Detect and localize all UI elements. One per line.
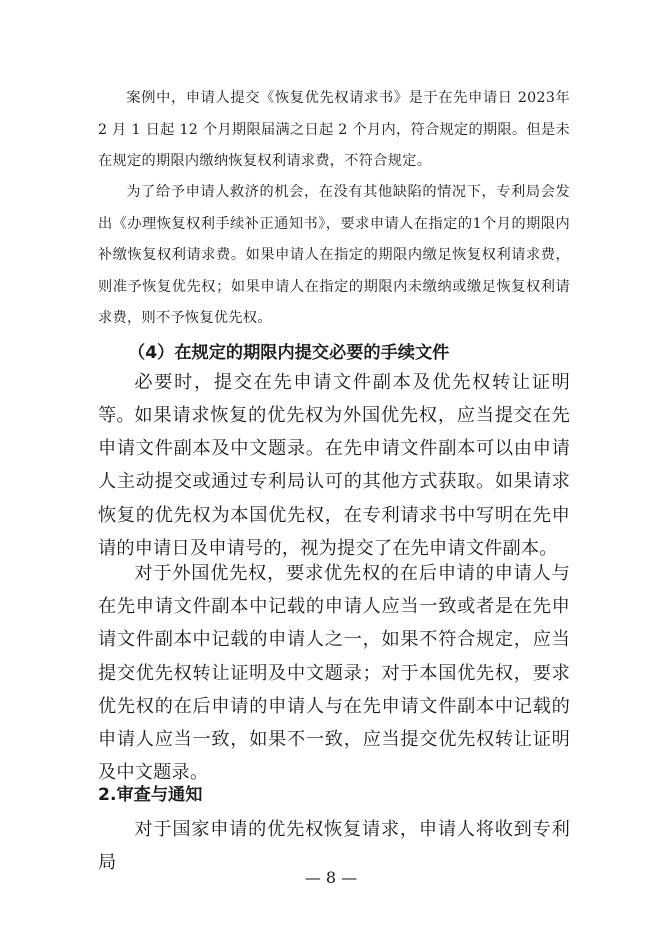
paragraph-remedy-notice: 为了给予申请人救济的机会，在没有其他缺陷的情况下，专利局会发出《办理恢复权利手续补正通知书》，要求申请人在指定的1个月的期限内补缴恢复权利请求费。如果申请人在指定的期限内缴足恢复权利请求费，则准予恢复优先权；如果申请人在指定的期限内未缴纳或缴足恢复权利请求费，则不予恢复优先权。 xyxy=(98,184,570,326)
paragraph-applicant-consistency: 对于外国优先权，要求优先权的在后申请的申请人与在先申请文件副本中记载的申请人应当一致或者是在先申请文件副本中记载的申请人之一，如果不符合规定，应当提交优先权转让证明及中文题录；对于本国优先权，要求优先权的在后申请的申请人与在先申请文件副本中记载的申请人应当一致，如果不一致，应当提交优先权转让证明及中文题录。 xyxy=(98,563,570,784)
paragraph-necessary-documents: 必要时，提交在先申请文件副本及优先权转让证明等。 xyxy=(98,372,570,427)
paragraph-national-application: 对于国家申请的优先权恢复请求，申请人将收到专利局 xyxy=(98,819,570,874)
paragraph-foreign-priority-copy: 如果请求恢复的优先权为外国优先权，应当提交在先申请文件副本及中文题录。在先申请文件副本可以由申请人主动提交或通过专利局认可的其他方式获取。如果请求恢复的优先权为本国优先权，在专利请求书中写明在先申请的申请日及申请号的，视为提交了在先申请文件副本。 xyxy=(98,405,570,559)
paragraph-case-deadline: 案例中，申请人提交《恢复优先权请求书》是于在先申请日 2023年 2 月 1 日起 12 个月期限届满之日起 2 个月内，符合规定的期限。但是未在规定的期限内缴纳恢复权利请求费，不符合规定。 xyxy=(98,90,570,169)
section-heading-examination-notice: 2.审查与通知 xyxy=(98,785,203,805)
page-number: — 8 — xyxy=(304,868,358,887)
section-heading-submit-documents: （4）在规定的期限内提交必要的手续文件 xyxy=(128,343,450,363)
